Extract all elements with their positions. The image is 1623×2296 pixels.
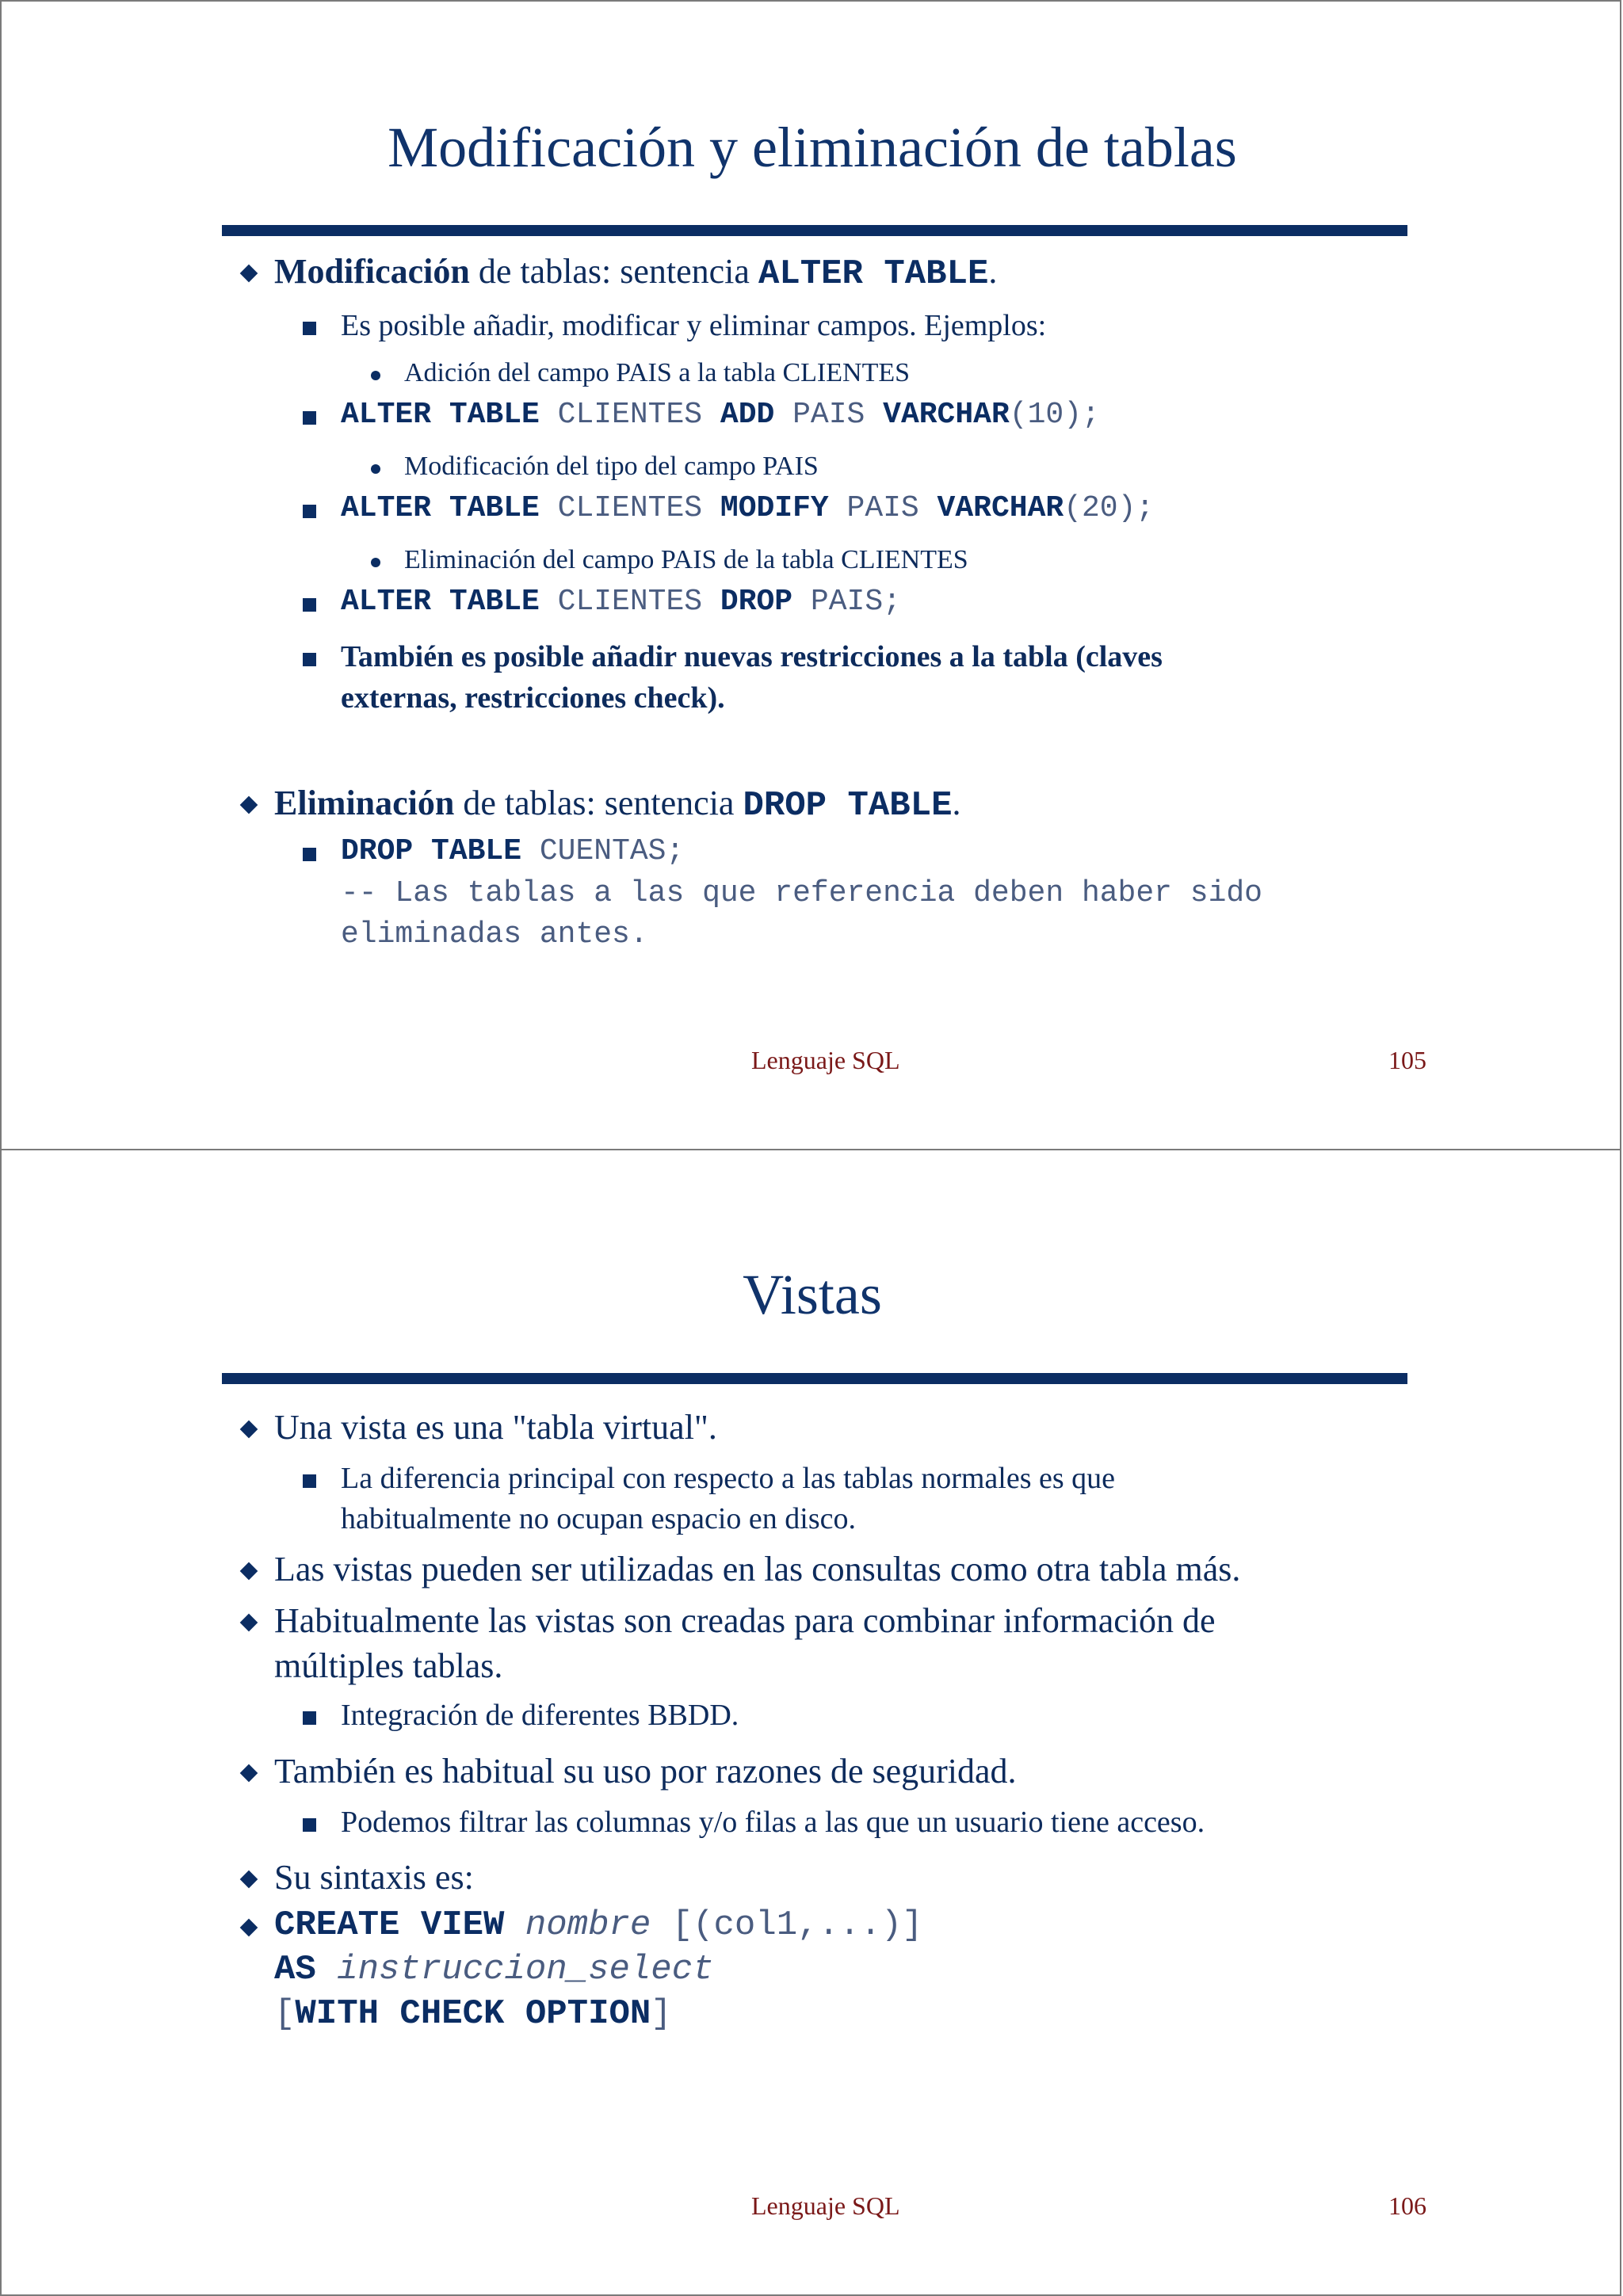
code-keyword: ADD xyxy=(720,398,775,432)
footer-label: Lenguaje SQL xyxy=(751,2191,900,2220)
title-rule xyxy=(222,1373,1407,1384)
square-bullet-icon xyxy=(303,1818,316,1832)
code-keyword: DROP xyxy=(720,585,793,619)
code-keyword: AS xyxy=(274,1950,316,1989)
code-keyword: ALTER TABLE xyxy=(341,398,540,432)
code-line-modify xyxy=(341,491,1154,525)
diamond-bullet-icon xyxy=(240,1919,258,1937)
code-comment-2: eliminadas antes. xyxy=(341,917,648,952)
sub-bullet-diferencia-1: La diferencia principal con respecto a las tablas normales es que xyxy=(341,1462,1116,1495)
syntax-line-2 xyxy=(274,1950,714,1989)
diamond-bullet-icon xyxy=(240,1871,258,1889)
code-keyword: WITH CHECK OPTION xyxy=(295,1994,651,2034)
code-text: PAIS; xyxy=(792,585,901,619)
diamond-bullet-icon xyxy=(240,265,258,283)
bullet-end: . xyxy=(988,252,998,291)
code-comment-1: -- Las tablas a las que referencia deben haber sido xyxy=(341,876,1262,910)
code-keyword: CREATE VIEW xyxy=(274,1905,505,1945)
code-keyword: MODIFY xyxy=(720,491,829,525)
slide-title: Vistas xyxy=(743,1263,882,1326)
code-text xyxy=(316,1950,337,1989)
page-number: 105 xyxy=(1388,1046,1426,1074)
sub-bullet-diferencia-2: habitualmente no ocupan espacio en disco. xyxy=(341,1502,857,1535)
diamond-bullet-icon xyxy=(240,1421,258,1439)
sub-bullet-filtrar: Podemos filtrar las columnas y/o filas a las que un usuario tiene acceso. xyxy=(341,1806,1205,1839)
dot-item-eliminacion: Eliminación del campo PAIS de la tabla CLIENTES xyxy=(404,545,968,574)
bullet-text: de tablas: sentencia xyxy=(454,784,743,822)
dot-item-adicion: Adición del campo PAIS a la tabla CLIENTES xyxy=(404,358,911,387)
bullet-text: de tablas: sentencia xyxy=(469,252,758,291)
square-bullet-icon xyxy=(303,322,316,335)
page-number: 106 xyxy=(1388,2191,1426,2220)
square-bullet-icon xyxy=(303,1711,316,1725)
bullet-combinar-2: múltiples tablas. xyxy=(274,1646,503,1685)
code-keyword: ALTER TABLE xyxy=(341,585,540,619)
sub-bullet-integracion: Integración de diferentes BBDD. xyxy=(341,1699,739,1732)
bullet-modificacion xyxy=(274,251,997,294)
dot-bullet-icon xyxy=(371,464,380,474)
dot-bullet-icon xyxy=(371,558,380,567)
code-text: [ xyxy=(274,1994,296,2034)
code-text: CUENTAS; xyxy=(521,834,685,868)
bullet-end: . xyxy=(952,784,961,822)
bullet-seguridad: También es habitual su uso por razones de seguridad. xyxy=(274,1752,1017,1791)
code-text: PAIS xyxy=(828,491,938,525)
code-line-drop xyxy=(341,585,901,619)
code-keyword: VARCHAR xyxy=(883,398,1010,432)
inline-code: DROP TABLE xyxy=(743,786,953,826)
square-bullet-icon xyxy=(303,1474,316,1488)
code-text xyxy=(504,1905,525,1945)
restricciones-line-1: También es posible añadir nuevas restricciones a la tabla (claves xyxy=(341,640,1163,673)
bold-term: Eliminación xyxy=(274,784,455,822)
square-bullet-icon xyxy=(303,598,316,612)
diamond-bullet-icon xyxy=(240,1614,258,1632)
code-keyword: DROP TABLE xyxy=(341,834,522,868)
code-text: [(col1,...)] xyxy=(651,1905,923,1945)
dot-bullet-icon xyxy=(371,371,380,380)
code-text: PAIS xyxy=(774,398,884,432)
diamond-bullet-icon xyxy=(240,796,258,814)
code-text: ] xyxy=(651,1994,672,2034)
square-bullet-icon xyxy=(303,653,316,666)
restricciones-line-2: externas, restricciones check). xyxy=(341,681,725,715)
bullet-sintaxis: Su sintaxis es: xyxy=(274,1858,474,1897)
bullet-combinar-1: Habitualmente las vistas son creadas para combinar información de xyxy=(274,1601,1216,1640)
code-placeholder: instruccion_select xyxy=(337,1950,714,1989)
code-text: (10); xyxy=(1009,398,1100,432)
code-text: CLIENTES xyxy=(539,398,720,432)
code-keyword: ALTER TABLE xyxy=(341,491,540,525)
diamond-bullet-icon xyxy=(240,1764,258,1783)
title-rule xyxy=(222,225,1407,236)
slide-106 xyxy=(0,1149,1621,2296)
slide-title: Modificación y eliminación de tablas xyxy=(388,116,1237,179)
inline-code: ALTER TABLE xyxy=(758,254,989,294)
bullet-vista-virtual: Una vista es una "tabla virtual". xyxy=(274,1408,717,1447)
bullet-consultas: Las vistas pueden ser utilizadas en las consultas como otra tabla más. xyxy=(274,1550,1241,1589)
syntax-line-1 xyxy=(274,1905,923,1945)
dot-item-modificacion: Modificación del tipo del campo PAIS xyxy=(404,452,819,481)
syntax-line-3 xyxy=(274,1994,672,2034)
code-text: (20); xyxy=(1064,491,1155,525)
code-text: CLIENTES xyxy=(539,585,720,619)
square-bullet-icon xyxy=(303,848,316,861)
footer-label: Lenguaje SQL xyxy=(751,1046,900,1074)
code-line-drop-table xyxy=(341,834,684,868)
sub-bullet-examples: Es posible añadir, modificar y eliminar campos. Ejemplos: xyxy=(341,309,1047,342)
square-bullet-icon xyxy=(303,505,316,518)
diamond-bullet-icon xyxy=(240,1562,258,1581)
code-line-add xyxy=(341,398,1100,432)
square-bullet-icon xyxy=(303,411,316,425)
bullet-eliminacion xyxy=(274,783,961,826)
bold-term: Modificación xyxy=(274,252,470,291)
code-keyword: VARCHAR xyxy=(937,491,1064,525)
code-placeholder: nombre xyxy=(525,1905,651,1945)
code-text: CLIENTES xyxy=(539,491,720,525)
